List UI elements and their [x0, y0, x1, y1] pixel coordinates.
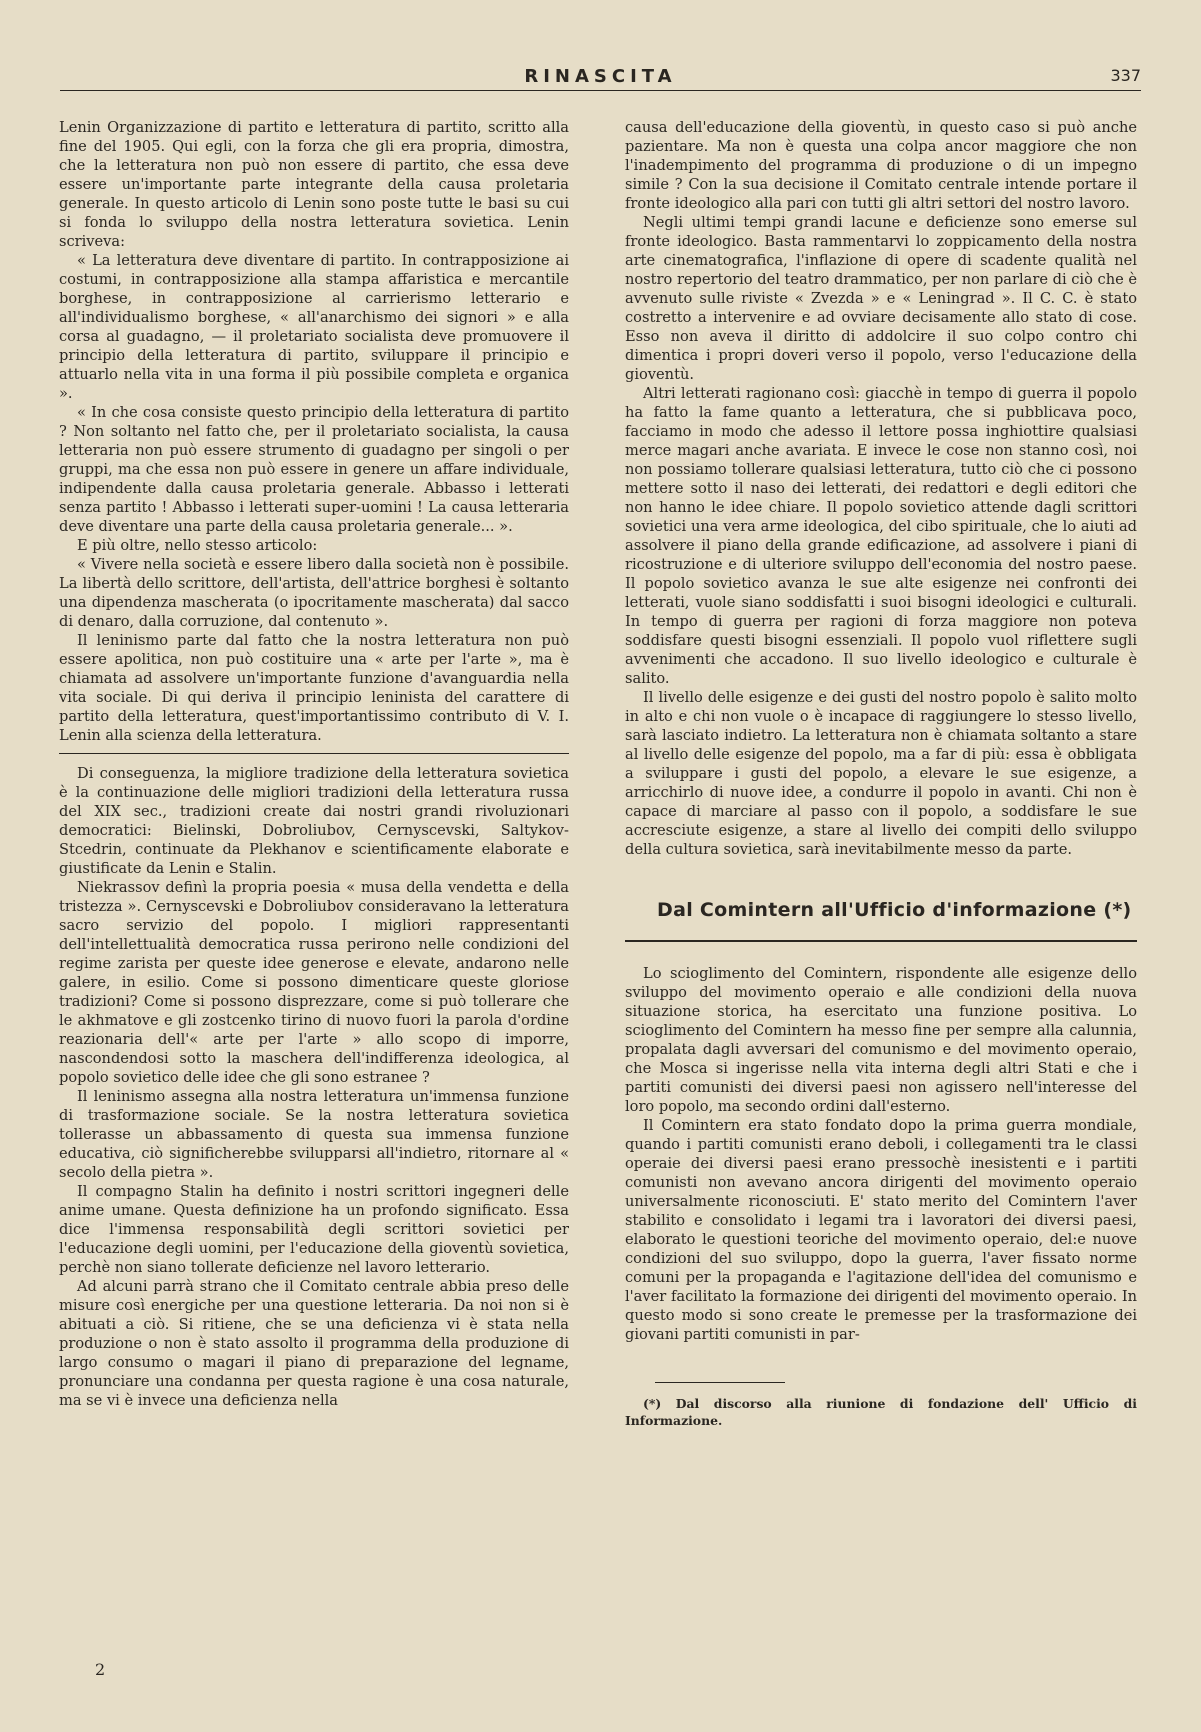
page-number: 337 [1110, 66, 1141, 85]
paragraph: Lenin Organizzazione di partito e letteratura di partito, scritto alla fine del 1905. Qui egli, con la forza che gli era propria, dimostra, che la letteratura non può non essere di partito, che essa deve essere un'importante parte integrante della causa proletaria generale. In questo articolo di Lenin sono poste tutte le basi su cui si fonda lo sviluppo della nostra letteratura sovietica. Lenin scriveva: [59, 119, 569, 250]
paragraph: E più oltre, nello stesso articolo: [77, 537, 318, 554]
paragraph: Il leninismo assegna alla nostra letteratura un'immensa funzione di trasformazione sociale. Se la nostra letteratura sovietica tollerasse un abbassamento di questa sua immensa funzione educativa, ciò significherebbe svilupparsi all'indietro, ritornare al « secolo della pietra ». [59, 1088, 569, 1181]
page-header [60, 62, 1141, 92]
paragraph: Di conseguenza, la migliore tradizione della letteratura sovietica è la continuazione delle migliori tradizioni della letteratura russa del XIX sec., tradizioni create dai nostri grandi rivoluzionari democratici: Bielinski, Dobroliubov, Cernyscevski, Saltykov-Stcedrin, continuate da Plekhanov e scientificamente elaborate e giustificate da Lenin e Stalin. [59, 765, 569, 877]
paragraph: Ad alcuni parrà strano che il Comitato centrale abbia preso delle misure così energiche per una questione letteraria. Da noi non si è abituati a ciò. Si ritiene, che se una deficienza vi è stata nella produzione o non è stato assolto il programma della produzione di largo consumo o magari il piano di preparazione del legname, pronunciare una condanna per questa ragione è una cosa naturale, ma se vi è invece una deficienza nella [59, 1278, 569, 1409]
paragraph: « In che cosa consiste questo principio della letteratura di partito ? Non soltanto nel fatto che, per il proletariato socialista, la causa letteraria non può essere strumento di guadagno per singoli o per gruppi, ma che essa non può essere in genere un affare individuale, indipendente dalla causa proletaria generale. Abbasso i letterati senza partito ! Abbasso i letterati super-uomini ! La causa letteraria deve diventare una parte della causa proletaria generale... ». [59, 404, 569, 535]
paragraph: Il livello delle esigenze e dei gusti del nostro popolo è salito molto in alto e chi non vuole o è incapace di raggiungere lo stesso livello, sarà lasciato indietro. La letteratura non è chiamata soltanto a stare al livello delle esigenze del popolo, ma a far di più: essa è obbligata a sviluppare i gusti del popolo, a elevare le sue esigenze, a arricchirlo di nuove idee, a condurre il popolo in avanti. Chi non è capace di marciare al passo con il popolo, a soddisfare le sue accresciute esigenze, a stare al livello dei compiti dello sviluppo della cultura sovietica, sarà inevitabilmente messo da parte. [625, 689, 1137, 858]
header-rule [60, 90, 1141, 91]
paragraph: Altri letterati ragionano così: giacchè in tempo di guerra il popolo ha fatto la fame quanto a letteratura, che si pubblicava poco, facciamo in modo che adesso il lettore possa inghiottire qualsiasi merce magari anche avariata. E invece le cose non stanno così, noi non possiamo tollerare qualsiasi letteratura, tutto ciò che ci possono mettere sotto il naso dei letterati, dei redattori e degli editori che non hanno le idee chiare. Il popolo sovietico attende dagli scrittori sovietici una vera arme ideologica, del cibo spirituale, che lo aiuti ad assolvere il piano della grande edificazione, ad assolvere i piani di ricostruzione e di ulteriore sviluppo dell'economia del nostro paese. Il popolo sovietico avanza le sue alte esigenze nei confronti dei letterati, vuole siano soddisfatti i suoi bisogni ideologici e culturali. In tempo di guerra per ragioni di forza maggiore non poteva soddisfare questi bisogni essenziali. Il popolo vuol riflettere sugli avvenimenti che accadono. Il suo livello ideologico e culturale è salito. [625, 385, 1137, 687]
paragraph: Lo scioglimento del Comintern, rispondente alle esigenze dello sviluppo del movimento operaio e alle condizioni della nuova situazione storica, ha esercitato una funzione positiva. Lo scioglimento del Comintern ha messo fine per sempre alla calunnia, propalata dagli avversari del comunismo e del movimento operaio, che Mosca si ingerisse nella vita interna degli altri Stati e che i partiti comunisti dei diversi paesi non agissero nell'interesse del loro popolo, ma secondo ordini dall'esterno. [625, 965, 1137, 1115]
right-column [625, 118, 1137, 1429]
paragraph: « Vivere nella società e essere libero dalla società non è possibile. La libertà dello scrittore, dell'artista, dell'attrice borghesi è soltanto una dipendenza mascherata (o ipocritamente mascherata) dal sacco di denaro, dalla corruzione, dal contenuto ». [59, 556, 569, 630]
paragraph: « La letteratura deve diventare di partito. In contrapposizione ai costumi, in contrapposizione alla stampa affaristica e mercantile borghese, in contrapposizione al carrierismo letterario e all'individualismo borghese, « all'anarchismo dei signori » e alla corsa al guadagno, — il proletariato socialista deve promuovere il principio della letteratura di partito, sviluppare il principio e attuarlo nella vita in una forma il più possibile completa e organica ». [59, 252, 569, 402]
folio-mark: 2 [95, 1660, 106, 1679]
paragraph: causa dell'educazione della gioventù, in questo caso si può anche pazientare. Ma non è questa una colpa ancor maggiore che non l'inadempimento del programma di produzione o di un impegno simile ? Con la sua decisione il Comitato centrale intende portare il fronte ideologico alla pari con tutti gli altri settori del nostro lavoro. [625, 119, 1137, 212]
paragraph: Il Comintern era stato fondato dopo la prima guerra mondiale, quando i partiti comunisti erano deboli, i collegamenti tra le classi operaie dei diversi paesi erano pressochè inesistenti e i partiti comunisti non avevano ancora dirigenti del movimento operaio universalmente riconosciuti. E' stato merito del Comintern l'aver stabilito e consolidato i legami tra i lavoratori dei diversi paesi, elaborato le questioni teoriche del movimento operaio, del:e nuove condizioni del suo sviluppo, dopo la guerra, l'aver fissato norme comuni per la propaganda e l'agitazione dell'idea del comunismo e l'aver facilitato la formazione dei dirigenti del movimento operaio. In questo modo si sono create le premesse per la trasformazione dei giovani partiti comunisti in par- [625, 1117, 1137, 1343]
section-rule [625, 940, 1137, 942]
journal-title: RINASCITA [524, 66, 677, 87]
paragraph: Il leninismo parte dal fatto che la nostra letteratura non può essere apolitica, non può costituire una « arte per l'arte », ma è chiamata ad assolvere un'importante funzione d'avanguardia nella vita sociale. Di qui deriva il principio leninista del carattere di partito della letteratura, quest'importantissimo contributo di V. I. Lenin alla scienza della letteratura. [59, 632, 569, 744]
paragraph: Niekrassov definì la propria poesia « musa della vendetta e della tristezza ». Cernyscevski e Dobroliubov consideravano la letteratura sacro servizio del popolo. I migliori rappresentanti dell'intellettualità democratica russa perirono nelle condizioni del regime zarista per queste idee generose e elevate, andarono nelle galere, in esilio. Come si possono dimenticare queste gloriose tradizioni? Come si possono disprezzare, come si può tollerare che le akhmatove e gli zostcenko tirino di nuovo fuori la parola d'ordine reazionaria dell'« arte per l'arte » allo scopo di imporre, nascondendosi sotto la maschera dell'indifferenza ideologica, al popolo sovietico delle idee che gli sono estranee ? [59, 879, 569, 1086]
footnote: (*) Dal discorso alla riunione di fondazione dell' Ufficio di Informazione. [625, 1396, 1137, 1428]
column-divider [59, 753, 569, 754]
left-column [59, 118, 569, 1410]
section-title: Dal Comintern all'Ufficio d'informazione (*) [657, 899, 1132, 921]
paragraph: Il compagno Stalin ha definito i nostri scrittori ingegneri delle anime umane. Questa definizione ha un profondo significato. Essa dice l'immensa responsabilità degli scrittori sovietici per l'educazione degli uomini, per l'educazione della gioventù sovietica, perchè non siano tollerate deficienze nel lavoro letterario. [59, 1183, 569, 1276]
paragraph: Negli ultimi tempi grandi lacune e deficienze sono emerse sul fronte ideologico. Basta rammentarvi lo zoppicamento della nostra arte cinematografica, l'inflazione di opere di scadente qualità nel nostro repertorio del teatro drammatico, per non parlare di ciò che è avvenuto sulle riviste « Zvezda » e « Leningrad ». Il C. C. è stato costretto a intervenire e ad ovviare decisamente allo stato di cose. Esso non aveva il diritto di addolcire il suo colpo contro chi dimentica i propri doveri verso il popolo, verso l'educazione della gioventù. [625, 214, 1137, 383]
footnote-rule [655, 1382, 785, 1383]
